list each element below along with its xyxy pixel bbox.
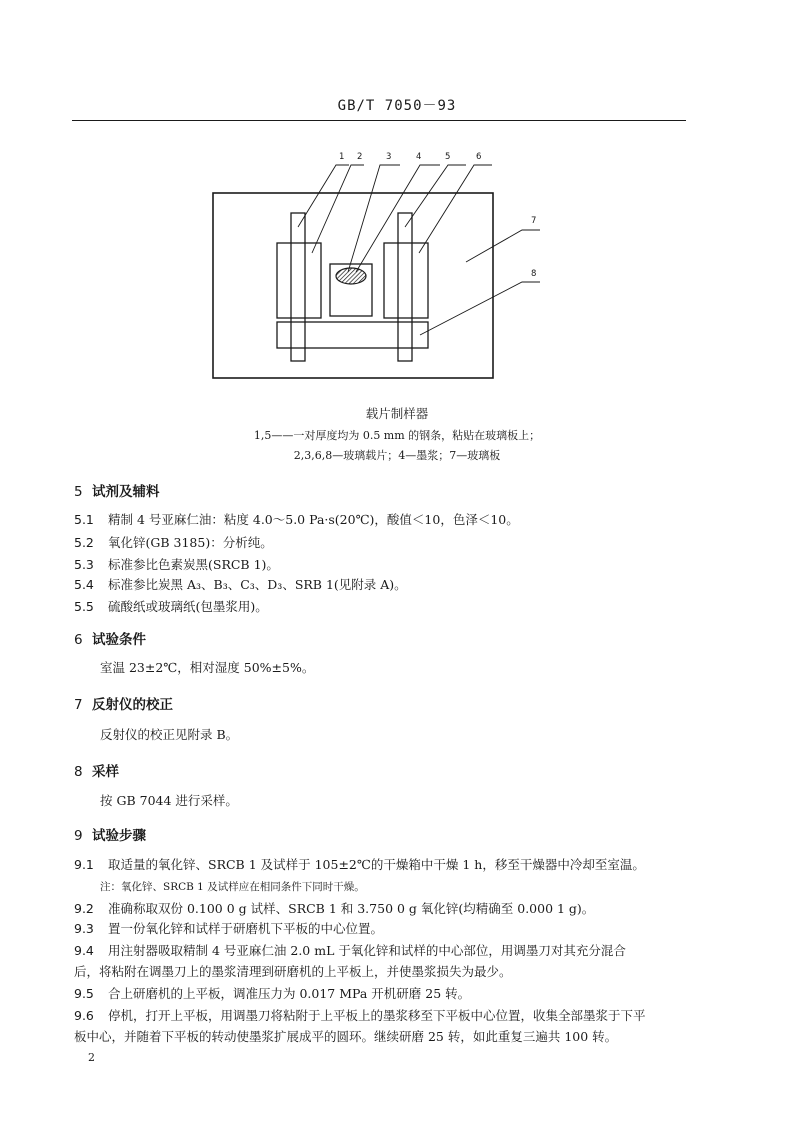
section-7-text: 反射仪的校正见附录 B。	[100, 727, 239, 742]
section-8-text: 按 GB 7044 进行采样。	[100, 793, 238, 808]
item-9-6-continuation: 板中心，并随着下平板的转动使墨浆扩展成平的圆环。继续研磨 25 转，如此重复三遍共 100 转。	[74, 1029, 618, 1044]
section-number: 5	[74, 484, 83, 500]
item-5-4: 5.4 标准参比炭黑 A₃、B₃、C₃、D₃、SRB 1(见附录 A)。	[74, 577, 407, 592]
callout-8: 8	[531, 269, 537, 279]
glass-slide-bottom	[277, 322, 428, 348]
item-9-5: 9.5 合上研磨机的上平板，调准压力为 0.017 MPa 开机研磨 25 转。	[74, 986, 471, 1001]
section-6-text: 室温 23±2℃，相对湿度 50%±5%。	[100, 660, 315, 675]
item-5-1: 5.1 精制 4 号亚麻仁油：粘度 4.0～5.0 Pa·s(20℃)，酸值＜10，色泽＜10。	[74, 512, 519, 527]
sample-holder-figure	[0, 0, 794, 400]
item-5-2: 5.2 氧化锌(GB 3185)：分析纯。	[74, 535, 273, 550]
callout-5: 5	[445, 152, 451, 162]
section-9-heading: 9 试验步骤	[74, 828, 146, 844]
item-9-1: 9.1 取适量的氧化锌、SRCB 1 及试样于 105±2℃的干燥箱中干燥 1 h，移至干燥器中冷却至室温。	[74, 857, 645, 872]
page-header: GB/T 7050－93	[337, 98, 457, 114]
figure-caption-line-2: 2,3,6,8—玻璃载片；4—墨浆；7—玻璃板	[293, 449, 501, 462]
page-number: 2	[88, 1051, 95, 1064]
callout-6: 6	[476, 152, 482, 162]
callout-7: 7	[531, 216, 537, 226]
figure-title: 载片制样器	[365, 406, 429, 421]
callout-4: 4	[416, 152, 422, 162]
callout-1: 1	[339, 152, 345, 162]
callout-3: 3	[386, 152, 392, 162]
glass-slide-right	[384, 243, 428, 318]
figure-caption-line-1: 1,5——一对厚度均为 0.5 mm 的钢条，粘贴在玻璃板上；	[253, 429, 541, 442]
item-5-5: 5.5 硫酸纸或玻璃纸(包墨浆用)。	[74, 599, 268, 614]
section-title: 试剂及辅料	[92, 484, 160, 500]
section-7-heading: 7 反射仪的校正	[74, 697, 173, 713]
item-9-6: 9.6 停机，打开上平板，用调墨刀将粘附于上平板上的墨浆移至下平板中心位置，收集全部墨浆于下平	[74, 1008, 646, 1023]
callout-2: 2	[357, 152, 363, 162]
item-9-4-continuation: 后，将粘附在调墨刀上的墨浆清理到研磨机的上平板上，并使墨浆损失为最少。	[74, 964, 512, 979]
item-9-3: 9.3 置一份氧化锌和试样于研磨机下平板的中心位置。	[74, 921, 384, 936]
item-9-4: 9.4 用注射器吸取精制 4 号亚麻仁油 2.0 mL 于氧化锌和试样的中心部位，用调墨刀对其充分混合	[74, 943, 626, 958]
section-5-heading	[74, 480, 160, 500]
item-5-3: 5.3 标准参比色素炭黑(SRCB 1)。	[74, 557, 279, 572]
ink-paste	[336, 268, 366, 284]
item-9-1-note: 注：氧化锌、SRCB 1 及试样应在相同条件下同时干燥。	[100, 881, 365, 893]
section-8-heading: 8 采样	[74, 764, 119, 780]
glass-slide-left	[277, 243, 321, 318]
section-6-heading: 6 试验条件	[74, 632, 146, 648]
item-9-2: 9.2 准确称取双份 0.100 0 g 试样、SRCB 1 和 3.750 0 g 氧化锌(均精确至 0.000 1 g)。	[74, 901, 595, 916]
